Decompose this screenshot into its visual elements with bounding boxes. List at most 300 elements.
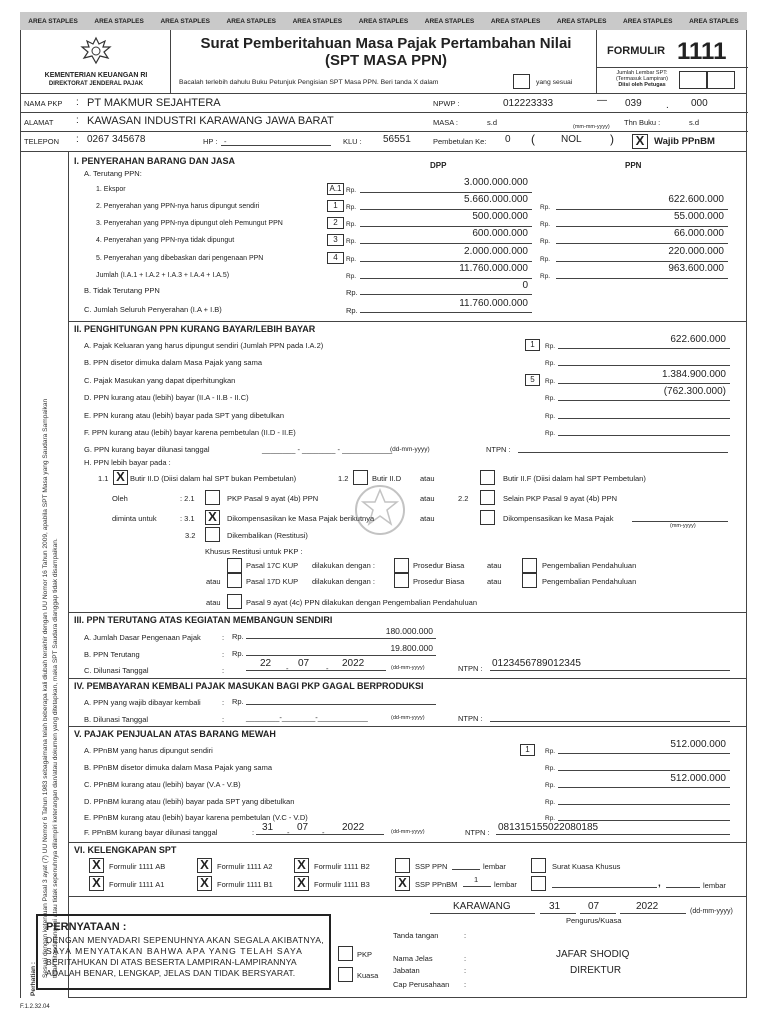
section-5-row-tag: 1 [520,744,535,756]
section-2-row-label: F. PPN kurang atau (lebih) bayar karena pembetulan (II.D - II.E) [84,428,296,437]
paren-open: ( [531,132,535,146]
sign-place[interactable]: KARAWANG [453,901,511,912]
lampiran-label-2: (Termasuk Lampiran) [616,76,668,82]
section-1-dpp-value[interactable]: 500.000.000 [472,211,528,222]
nama-pkp-label: NAMA PKP [24,99,63,108]
p94c-label: Pasal 9 ayat (4c) PPN dilakukan dengan Pengembalian Pendahuluan [246,598,477,607]
staples-label: AREA STAPLES [490,17,541,25]
lampiran-box-2 [707,71,735,89]
ttd-label: Tanda tangan [393,931,439,940]
section-5-value[interactable]: 512.000.000 [670,739,726,750]
b2-label: Formulir 1111 B2 [314,862,370,871]
section-5-f-day[interactable]: 31 [262,822,274,833]
npwp-part-1[interactable]: 012223333 [503,98,554,109]
pernyataan-title: PERNYATAAN : [46,921,127,933]
ssp-ppnbm-label: SSP PPnBM [415,880,458,889]
section-1-a-label: A. Terutang PPN: [84,169,142,178]
section-4-a-label: A. PPN yang wajib dibayar kembali [84,698,201,707]
section-3-c-label: C. Dilunasi Tanggal [84,666,149,675]
staples-label: AREA STAPLES [623,17,673,25]
ssp-ppn-lembar: lembar [483,862,506,871]
hp-value[interactable]: - [224,137,227,146]
section-1-b-rp: Rp. [346,288,358,297]
section-1-row-tag: A.1 [327,183,344,195]
ssp-ppnbm-count[interactable]: 1 [474,875,479,884]
form-subtitle: (SPT MASA PPN) [325,52,447,69]
section-1-row-label: 4. Penyerahan yang PPN-nya tidak dipungut [96,237,235,244]
pernyataan-line-4: ADALAH BENAR, LENGKAP, JELAS DAN TIDAK BERSYARAT. [46,968,296,978]
section-2-row-tag: 1 [525,339,540,351]
d32-text: Dikembalikan (Restitusi) [227,531,308,540]
section-2-line [558,400,730,401]
section-4-ntpn-label: NTPN : [458,714,483,723]
section-1-row-tag: 2 [327,217,344,229]
p17d-atau-prefix: atau [206,577,221,586]
section-1-dpp-rp: Rp. [346,187,357,194]
jabatan-label: Jabatan [393,966,420,975]
section-2-title: II. PENGHITUNGAN PPN KURANG BAYAR/LEBIH BAYAR [74,324,316,334]
h12-label: 1.2 [338,474,349,483]
lampiran-label-3: Diisi oleh Petugas [618,82,666,88]
section-4-a-rp: Rp. [232,697,244,706]
b1-label: Formulir 1111 B1 [217,880,273,889]
section-3-c-month[interactable]: 07 [298,658,310,669]
sign-month[interactable]: 07 [588,901,600,912]
hp-label: HP : [203,137,218,146]
kuasa-label: Surat Kuasa Khusus [552,862,621,871]
p17c-pengembalian: Pengembalian Pendahuluan [542,561,637,570]
section-4-b-colon: : [222,715,225,724]
section-3-b-colon: : [222,650,225,659]
section-2-rp: Rp. [545,430,556,437]
section-2-rp: Rp. [545,343,556,350]
npwp-dot: . [666,100,669,111]
staples-label: AREA STAPLES [292,17,343,25]
b3-label: Formulir 1111 B3 [314,880,370,889]
p17d-atau: atau [487,577,502,586]
pengurus-label: Pengurus/Kuasa [566,916,622,925]
section-1-row-tag: 1 [327,200,344,212]
section-1-dpp-rp: Rp. [346,204,357,211]
p17d-pengembalian-checkbox[interactable] [522,573,537,588]
ssp-ppn-checkbox[interactable] [395,858,410,873]
section-2-row-tag: 5 [525,374,540,386]
section-2-value[interactable]: 622.600.000 [670,334,726,345]
hf-text: Butir II.F (Diisi dalam hal SPT Pembetulan) [503,474,646,483]
a1-label: Formulir 1111 A1 [109,880,165,889]
nama-jelas-label: Nama Jelas [393,954,433,963]
pembetulan-value[interactable]: 0 [505,134,511,145]
sign-day[interactable]: 31 [549,901,561,912]
section-2-row-label: E. PPN kurang atau (lebih) bayar pada SPT yang dibetulkan [84,411,284,420]
paren-close: ) [610,132,614,146]
section-3-c-day[interactable]: 22 [260,658,272,669]
section-5-rp: Rp. [545,748,556,755]
other-comma: , [658,878,661,889]
telepon-label: TELEPON [24,137,60,146]
pernyataan-line-3: BERITAHUKAN DI ATAS BESERTA LAMPIRAN-LAMPIRANNYA [46,957,297,967]
dk-text: Dikompensasikan ke Masa Pajak [503,514,614,523]
wajib-ppnbm-label: Wajib PPnBM [654,136,715,147]
h11-checkbox[interactable]: X [113,470,128,485]
p17d-pengembalian: Pengembalian Pendahuluan [542,577,637,586]
section-2-value[interactable]: (762.300.000) [663,386,726,397]
npwp-dash: — [597,95,607,106]
p17c-atau: atau [487,561,502,570]
section-2-rp: Rp. [545,413,556,420]
section-5-f-month[interactable]: 07 [297,822,309,833]
h-atau-1: atau [420,474,435,483]
dk-checkbox[interactable] [480,510,495,525]
section-2-row-label: D. PPN kurang atau (lebih) bayar (II.A - II.B - II.C) [84,393,249,402]
section-2-row-label: C. Pajak Masukan yang dapat diperhitungkan [84,376,236,385]
instruction-text: Bacalah terlebih dahulu Buku Petunjuk Pengisian SPT Masa PPN. Beri tanda X dalam [179,79,439,86]
section-1-dpp-rp: Rp. [346,256,357,263]
section-1-ppn-rp: Rp. [540,273,551,280]
ministry-name: KEMENTERIAN KEUANGAN RI [44,72,148,79]
p17d-biasa-checkbox[interactable] [394,573,409,588]
section-5-line [558,787,730,788]
section-3-ntpn-label: NTPN : [458,664,483,673]
garuda-logo-icon [79,36,113,66]
section-3-a-label: A. Jumlah Dasar Pengenaan Pajak [84,633,201,642]
oleh-label: Oleh [112,494,128,503]
cap-colon: : [464,980,467,989]
pkp-label: PKP [357,950,373,959]
section-5-title: V. PAJAK PENJUALAN ATAS BARANG MEWAH [74,729,276,739]
section-1-dpp-value[interactable]: 3.000.000.000 [464,177,528,188]
p17d-biasa: Prosedur Biasa [413,577,465,586]
section-2-rp: Rp. [545,360,556,367]
section-2-row-label: B. PPN disetor dimuka dalam Masa Pajak yang sama [84,358,262,367]
section-3-c-format: (dd-mm-yyyy) [391,665,425,671]
side-line-2: tidak ditandatangani atau tidak sepenuhnya dilampiri keterangan dan/atau dokumen yang ditetapkan, maka SPT Saudara dianggap tidak disampaikan. [52,538,59,978]
staples-label: AREA STAPLES [358,17,409,25]
staples-strip [20,12,747,30]
section-1-ppn-line [556,226,728,227]
section-1-ppn-line [556,261,728,262]
section-1-ppn-rp: Rp. [540,221,551,228]
h11-label: 1.1 [98,474,109,483]
jabatan-colon: : [464,966,467,975]
nama-pkp-value[interactable]: PT MAKMUR SEJAHTERA [87,97,221,109]
section-2-g-label: G. PPN kurang bayar dilunasi tanggal [84,445,210,454]
section-1-ppn-value[interactable]: 55.000.000 [673,211,724,222]
ssp-ppnbm-lembar: lembar [494,880,517,889]
b1-checkbox[interactable]: X [197,876,212,891]
thn-buku-label: Thn Buku : [624,118,661,127]
section-5-line [558,753,730,754]
jabatan-value[interactable]: DIREKTUR [570,965,622,976]
section-4-b-dashes: ________-________-____________ [246,713,368,722]
section-5-f-year[interactable]: 2022 [342,822,365,833]
section-3-a-rp: Rp. [232,632,244,641]
d31-label: : 3.1 [180,514,195,523]
section-1-dpp-line [360,226,532,227]
formulir-block [596,30,747,93]
alamat-value[interactable]: KAWASAN INDUSTRI KARAWANG JAWA BARAT [87,115,334,127]
section-1-ppn-value[interactable]: 622.600.000 [668,194,724,205]
section-1-ppn-line [556,209,728,210]
khusus-label: Khusus Restitusi untuk PKP : [205,547,303,556]
section-1-dpp-rp: Rp. [346,238,357,245]
section-5-f-colon: : [252,828,255,837]
section-1-c-value[interactable]: 11.760.000.000 [459,298,528,309]
klu-value[interactable]: 56551 [383,134,411,145]
b3-checkbox[interactable]: X [294,876,309,891]
section-1-ppn-rp: Rp. [540,256,551,263]
npwp-label: NPWP : [433,99,460,108]
telepon-colon: : [76,134,79,145]
instruction-checkbox-sample [513,74,530,89]
p17c-biasa-checkbox[interactable] [394,558,409,573]
sign-year[interactable]: 2022 [636,901,659,912]
section-1-c-rp: Rp. [346,306,358,315]
a1-checkbox[interactable]: X [89,876,104,891]
section-1-dpp-rp: Rp. [346,273,357,280]
section-1-b-label: B. Tidak Terutang PPN [84,286,160,295]
o21-text: PKP Pasal 9 ayat (4b) PPN [227,494,319,503]
form-title: Surat Pemberitahuan Masa Pajak Pertambahan Nilai [200,35,572,52]
other-checkbox[interactable] [531,876,546,891]
staples-label: AREA STAPLES [689,17,739,25]
pembetulan-label: Pembetulan Ke: [433,137,487,146]
d32-label: 3.2 [185,531,196,540]
section-5-line [558,804,730,805]
alamat-label: ALAMAT [24,118,54,127]
other-lembar: lembar [703,881,726,890]
nama-jelas-colon: : [464,954,467,963]
section-1-dpp-value[interactable]: 600.000.000 [472,228,528,239]
section-1-dpp-line [360,261,532,262]
section-4-title: IV. PEMBAYARAN KEMBALI PAJAK MASUKAN BAGI PKP GAGAL BERPRODUKSI [74,681,424,691]
lampiran-box-1 [679,71,707,89]
section-1-c-label: C. Jumlah Seluruh Penyerahan (I.A + I.B) [84,305,222,314]
klu-label: KLU : [343,137,362,146]
cap-label: Cap Perusahaan [393,980,450,989]
section-2-h-label: H. PPN lebih bayar pada : [84,458,171,467]
section-1-ppn-value[interactable]: 66.000.000 [673,228,724,239]
section-5-line [558,820,730,821]
section-2-line [558,435,730,436]
section-3-title: III. PPN TERUTANG ATAS KEGIATAN MEMBANGUN SENDIRI [74,615,333,625]
npwp-part-3[interactable]: 000 [691,98,708,109]
identity-block [20,94,747,152]
p17d-dil: dilakukan dengan : [312,577,375,586]
section-5-f-label: F. PPnBM kurang bayar dilunasi tanggal [84,828,218,837]
staples-label: AREA STAPLES [424,17,475,25]
lampiran-label-1: Jumlah Lembar SPT: [616,70,668,76]
o22-label: 2.2 [458,494,469,503]
section-1-ppn-line [556,278,728,279]
masa-sd: s.d [487,118,498,127]
nama-jelas-value[interactable]: JAFAR SHODIQ [556,949,630,960]
section-3-b-rp: Rp. [232,649,244,658]
wajib-ppnbm-checkbox[interactable]: X [632,134,648,149]
staples-label: AREA STAPLES [160,17,210,25]
telepon-value[interactable]: 0267 345678 [87,134,146,145]
p17c-checkbox[interactable] [227,558,242,573]
thn-buku-sd: s.d [689,118,700,127]
section-5-rp: Rp. [545,765,556,772]
o21-checkbox[interactable] [205,490,220,505]
p17c-dil: dilakukan dengan : [312,561,375,570]
section-5-row-label: E. PPnBM kurang atau (lebih) bayar karena pembetulan (V.C - V.D) [84,813,308,822]
section-1-dpp-value[interactable]: 2.000.000.000 [464,246,528,257]
section-2-g-dashes: ________ - ________ - ____________ [262,445,393,454]
section-5-row-label: C. PPnBM kurang atau (lebih) bayar (V.A - V.B) [84,780,241,789]
form-code: F.1.2.32.04 [20,1004,50,1010]
ssp-ppnbm-checkbox[interactable]: X [395,876,410,891]
kuasa-sign-checkbox[interactable] [338,967,353,982]
section-1-ppn-rp: Rp. [540,204,551,211]
section-1-row-tag: 4 [327,252,344,264]
section-2-rp: Rp. [545,378,556,385]
section-5-row-label: D. PPnBM kurang atau (lebih) bayar pada SPT yang dibetulkan [84,797,295,806]
d31-text: Dikompensasikan ke Masa Pajak berikutnya [227,514,375,523]
staples-label: AREA STAPLES [28,17,78,25]
section-5-ntpn-value[interactable]: 081315155022080185 [498,822,599,833]
section-1-ppn-line [556,243,728,244]
side-line-1: Sesuai dengan ketentuan Pasal 3 ayat (7) UU Nomor 6 Tahun 1983 sebagaimana telah beberapa kali diubah terakhir dengan UU Nomor 16 Tahun 2009, apabila SPT Masa yang Saudara Sampaikan [42,398,49,978]
staples-label: AREA STAPLES [226,17,277,25]
masa-format: (mm-mm-yyyy) [573,124,610,130]
section-1-ppn-rp: Rp. [540,238,551,245]
section-3-ntpn-value[interactable]: 0123456789012345 [492,658,581,669]
section-5-row-label: A. PPnBM yang harus dipungut sendiri [84,746,213,755]
a2-label: Formulir 1111 A2 [217,862,273,871]
section-1-ppn-value[interactable]: 220.000.000 [668,246,724,257]
section-4-a-colon: : [222,698,225,707]
section-5-f-format: (dd-mm-yyyy) [391,829,425,835]
staples-label: AREA STAPLES [94,17,144,25]
section-2-line [558,383,730,384]
masa-label: MASA : [433,118,459,127]
ttd-colon: : [464,931,467,940]
p17c-pengembalian-checkbox[interactable] [522,558,537,573]
section-1-dpp-line [360,278,532,279]
section-1-dpp-rp: Rp. [346,221,357,228]
pernyataan-line-1: DENGAN MENYADARI SEPENUHNYA AKAN SEGALA AKIBATNYA, [46,935,324,945]
alamat-colon: : [76,115,79,126]
section-5-value[interactable]: 512.000.000 [670,773,726,784]
d31-checkbox[interactable]: X [205,510,220,525]
p17d-checkbox[interactable] [227,573,242,588]
section-3-a-value[interactable]: 180.000.000 [385,626,433,636]
p17c-label: Pasal 17C KUP [246,561,299,570]
o22-checkbox[interactable] [480,490,495,505]
kuasa-checkbox[interactable] [531,858,546,873]
section-5-rp: Rp. [545,782,556,789]
nama-colon: : [76,97,79,108]
h-atau-3: atau [420,514,435,523]
section-2-line [558,348,730,349]
section-2-line [558,418,730,419]
watermark-emblem-icon [345,480,415,540]
p17c-biasa: Prosedur Biasa [413,561,465,570]
ppn-header: PPN [625,161,642,170]
h11-text: Butir II.D (Diisi dalam hal SPT bukan Pembetulan) [130,474,297,483]
section-5-ntpn-label: NTPN : [465,828,490,837]
ssp-ppn-label: SSP PPN [415,862,448,871]
section-1-row-tag: 3 [327,234,344,246]
dk-format: (mm-yyyy) [670,523,696,529]
section-1-b-value[interactable]: 0 [522,280,528,291]
formulir-label: FORMULIR [607,45,666,57]
h12-text: Butir II.D [372,474,402,483]
sign-date-format: (dd-mm-yyyy) [690,908,733,915]
section-1-row-label: 5. Penyerahan yang dibebaskan dari pengenaan PPN [96,255,264,262]
section-5-rp: Rp. [545,799,556,806]
section-2-row-label: A. Pajak Keluaran yang harus dipungut sendiri (Jumlah PPN pada I.A.2) [84,341,324,350]
section-5-line [558,770,730,771]
npwp-part-2[interactable]: 039 [625,98,642,109]
ab-label: Formulir 1111 AB [109,862,166,871]
kuasa-sign-label: Kuasa [357,971,379,980]
dpp-header: DPP [430,161,447,170]
section-3-c-colon: : [222,666,225,675]
section-3-c-year[interactable]: 2022 [342,658,365,669]
section-2-value[interactable]: 1.384.900.000 [662,369,726,380]
section-1-title: I. PENYERAHAN BARANG DAN JASA [74,156,236,166]
a2-checkbox[interactable]: X [197,858,212,873]
section-1-dpp-line [360,192,532,193]
section-4-b-label: B. Dilunasi Tanggal [84,715,149,724]
section-2-g-format: (dd-mm-yyyy) [390,446,430,453]
side-perhatian: Perhatian : [30,961,37,996]
section-1-ppn-value[interactable]: 963.600.000 [668,263,724,274]
section-2-rp: Rp. [545,395,556,402]
ab-checkbox[interactable]: X [89,858,104,873]
ministry-block [21,30,171,93]
p94c-atau-prefix: atau [206,598,221,607]
section-1-row-label: 3. Penyerahan yang PPN-nya dipungut oleh Pemungut PPN [96,220,283,227]
section-4-b-format: (dd-mm-yyyy) [391,715,425,721]
o21-label: : 2.1 [180,494,195,503]
staples-label: AREA STAPLES [556,17,607,25]
p17d-label: Pasal 17D KUP [246,577,299,586]
section-1-dpp-value[interactable]: 5.660.000.000 [464,194,528,205]
section-2-g-ntpn: NTPN : [486,445,511,454]
section-1-row-label: Jumlah (I.A.1 + I.A.2 + I.A.3 + I.A.4 + I.A.5) [96,272,230,279]
pernyataan-line-2: SAYA MENYATAKAN BAHWA APA YANG TELAH SAYA [46,946,303,956]
section-5-row-label: B. PPnBM disetor dimuka dalam Masa Pajak yang sama [84,763,273,772]
side-notice [20,152,68,998]
section-5-rp: Rp. [545,815,556,822]
section-3-a-colon: : [222,633,225,642]
diminta-label: diminta untuk [112,514,157,523]
form-header [20,30,747,94]
pkp-checkbox[interactable] [338,946,353,961]
section-1-row-label: 2. Penyerahan yang PPN-nya harus dipungut sendiri [96,203,260,210]
section-3-b-value[interactable]: 19.800.000 [390,643,433,653]
h-atau-2: atau [420,494,435,503]
directorate-name: DIREKTORAT JENDERAL PAJAK [48,81,144,87]
instruction-text-2: yang sesuai [536,79,573,86]
formulir-number: 1111 [677,38,727,65]
section-1-dpp-line [360,243,532,244]
hf-checkbox[interactable] [480,470,495,485]
section-1-dpp-line [360,209,532,210]
section-2-line [558,365,730,366]
section-1-dpp-value[interactable]: 11.760.000.000 [459,263,528,274]
p94c-checkbox[interactable] [227,594,242,609]
section-1-row-label: 1. Ekspor [96,186,126,193]
pernyataan-box [36,914,331,990]
b2-checkbox[interactable]: X [294,858,309,873]
d32-checkbox[interactable] [205,527,220,542]
section-6-title: VI. KELENGKAPAN SPT [74,845,177,855]
